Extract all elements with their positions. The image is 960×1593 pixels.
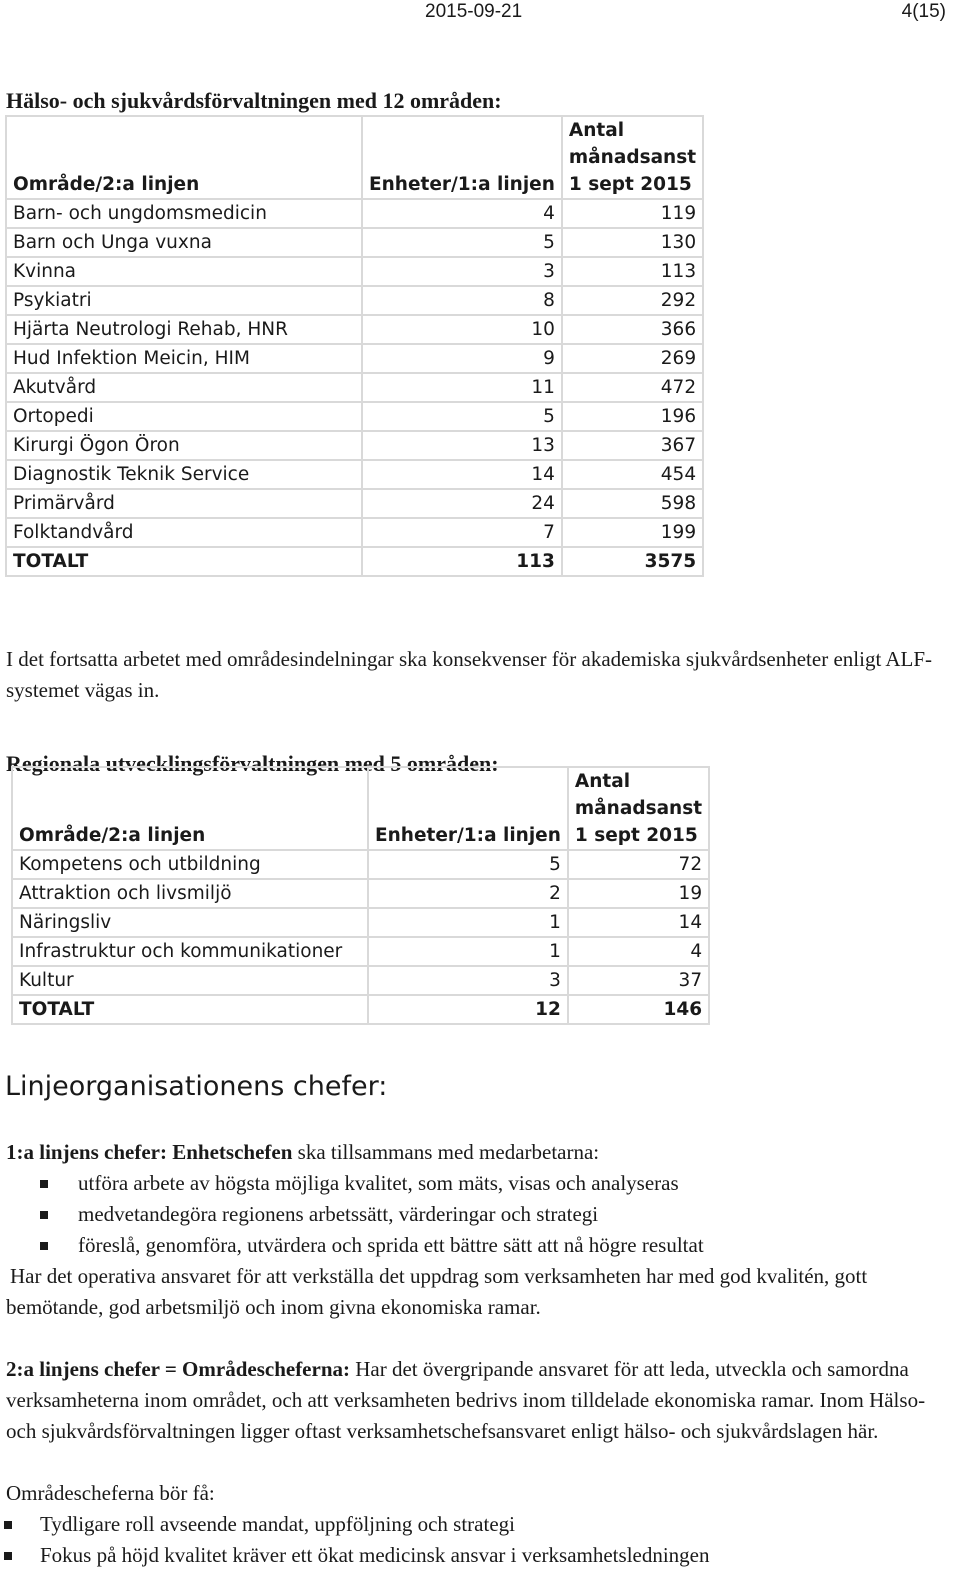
cell-area: Folktandvård bbox=[6, 518, 362, 547]
cell-area: Hjärta Neutrologi Rehab, HNR bbox=[6, 315, 362, 344]
cell-count: 113 bbox=[562, 257, 703, 286]
table-row bbox=[6, 344, 703, 373]
list-item-text: Tydligare roll avseende mandat, uppföljning och strategi bbox=[40, 1512, 515, 1536]
cell-units: 5 bbox=[362, 402, 562, 431]
cell-area: Barn- och ungdomsmedicin bbox=[6, 199, 362, 228]
table-header-row bbox=[12, 767, 709, 850]
cell-units: 4 bbox=[362, 199, 562, 228]
table-row bbox=[6, 518, 703, 547]
ruf-table bbox=[11, 766, 710, 1025]
table-row bbox=[6, 460, 703, 489]
cell-count: 14 bbox=[568, 908, 709, 937]
first-line-label: 1:a linjens chefer: bbox=[6, 1140, 167, 1164]
total-label: TOTALT bbox=[6, 547, 362, 576]
list-item-text: medvetandegöra regionens arbetssätt, värderingar och strategi bbox=[78, 1202, 599, 1226]
table-row bbox=[6, 228, 703, 257]
cell-count: 598 bbox=[562, 489, 703, 518]
bullet-square-icon bbox=[40, 1242, 48, 1250]
table-row bbox=[12, 850, 709, 879]
cell-area: Kirurgi Ögon Öron bbox=[6, 431, 362, 460]
first-line-rest: ska tillsammans med medarbetarna: bbox=[297, 1140, 600, 1164]
cell-count: 366 bbox=[562, 315, 703, 344]
cell-units: 14 bbox=[362, 460, 562, 489]
cell-area: Attraktion och livsmiljö bbox=[12, 879, 368, 908]
col-header-count-line3: 1 sept 2015 bbox=[568, 174, 692, 195]
table-row bbox=[12, 966, 709, 995]
table-row bbox=[12, 908, 709, 937]
table-row bbox=[12, 937, 709, 966]
cell-area: Primärvård bbox=[6, 489, 362, 518]
second-line-label: 2:a linjens chefer = Områdescheferna: bbox=[6, 1357, 350, 1381]
list-item-text: utföra arbete av högsta möjliga kvalitet, som mäts, visas och analyseras bbox=[78, 1171, 679, 1195]
second-line-intro: Områdescheferna bör få: bbox=[6, 1481, 215, 1505]
bullet-square-icon bbox=[40, 1211, 48, 1219]
list-item bbox=[40, 1509, 710, 1540]
first-line-intro bbox=[6, 1137, 599, 1168]
list-item-text: föreslå, genomföra, utvärdera och sprida ett bättre sätt att nå högre resultat bbox=[78, 1233, 704, 1257]
table-row bbox=[6, 402, 703, 431]
col-header-count-line3: 1 sept 2015 bbox=[574, 825, 698, 846]
col-header-area: Område/2:a linjen bbox=[12, 767, 368, 850]
cell-area: Kompetens och utbildning bbox=[12, 850, 368, 879]
cell-count: 72 bbox=[568, 850, 709, 879]
section1-heading: Hälso- och sjukvårdsförvaltningen med 12 områden: bbox=[6, 88, 502, 113]
list-item bbox=[78, 1199, 704, 1230]
cell-units: 8 bbox=[362, 286, 562, 315]
table-row bbox=[12, 879, 709, 908]
list-item bbox=[78, 1230, 704, 1261]
header-date: 2015-09-21 bbox=[425, 1, 523, 22]
cell-area: Diagnostik Teknik Service bbox=[6, 460, 362, 489]
cell-count: 196 bbox=[562, 402, 703, 431]
cell-area: Hud Infektion Meicin, HIM bbox=[6, 344, 362, 373]
col-header-count-line1: Antal bbox=[568, 120, 625, 141]
section2-heading: Regionala utvecklingsförvaltningen med 5 områden: bbox=[6, 751, 499, 776]
cell-count: 292 bbox=[562, 286, 703, 315]
col-header-count-line2: månadsanst bbox=[568, 147, 697, 168]
first-line-bullets bbox=[78, 1168, 704, 1261]
table-row bbox=[6, 489, 703, 518]
list-item bbox=[78, 1168, 704, 1199]
cell-count: 472 bbox=[562, 373, 703, 402]
cell-count: 269 bbox=[562, 344, 703, 373]
list-item bbox=[40, 1540, 710, 1571]
bullet-square-icon bbox=[4, 1552, 12, 1560]
table-row bbox=[6, 199, 703, 228]
col-header-count bbox=[568, 767, 709, 850]
cell-units: 9 bbox=[362, 344, 562, 373]
total-units: 113 bbox=[362, 547, 562, 576]
col-header-area: Område/2:a linjen bbox=[6, 116, 362, 199]
hsf-table bbox=[5, 115, 704, 577]
cell-units: 13 bbox=[362, 431, 562, 460]
managers-title: Linjeorganisationens chefer: bbox=[5, 1071, 388, 1102]
cell-area: Infrastruktur och kommunikationer bbox=[12, 937, 368, 966]
total-units: 12 bbox=[368, 995, 568, 1024]
col-header-count bbox=[562, 116, 703, 199]
cell-units: 5 bbox=[362, 228, 562, 257]
cell-units: 5 bbox=[368, 850, 568, 879]
cell-units: 10 bbox=[362, 315, 562, 344]
cell-units: 3 bbox=[362, 257, 562, 286]
first-line-role: Enhetschefen bbox=[172, 1140, 293, 1164]
total-count: 3575 bbox=[562, 547, 703, 576]
table-row bbox=[6, 315, 703, 344]
cell-units: 1 bbox=[368, 908, 568, 937]
second-line-paragraph bbox=[6, 1354, 936, 1447]
cell-count: 4 bbox=[568, 937, 709, 966]
page-number: 4(15) bbox=[901, 1, 946, 22]
bullet-square-icon bbox=[40, 1180, 48, 1188]
first-line-paragraph: Har det operativa ansvaret för att verkställa det uppdrag som verksamheten har med god kvalitén, gott bemötande, god arbetsmiljö och inom givna ekonomiska ramar. bbox=[6, 1264, 868, 1319]
table-header-row bbox=[6, 116, 703, 199]
cell-count: 119 bbox=[562, 199, 703, 228]
cell-area: Kvinna bbox=[6, 257, 362, 286]
cell-count: 37 bbox=[568, 966, 709, 995]
table-row bbox=[6, 431, 703, 460]
cell-units: 3 bbox=[368, 966, 568, 995]
cell-units: 7 bbox=[362, 518, 562, 547]
cell-count: 367 bbox=[562, 431, 703, 460]
cell-area: Akutvård bbox=[6, 373, 362, 402]
table-row bbox=[6, 257, 703, 286]
col-header-units: Enheter/1:a linjen bbox=[362, 116, 562, 199]
cell-count: 19 bbox=[568, 879, 709, 908]
total-label: TOTALT bbox=[12, 995, 368, 1024]
col-header-units: Enheter/1:a linjen bbox=[368, 767, 568, 850]
cell-units: 2 bbox=[368, 879, 568, 908]
list-item-text: Fokus på höjd kvalitet kräver ett ökat medicinsk ansvar i verksamhetsledningen bbox=[40, 1543, 710, 1567]
bullet-square-icon bbox=[4, 1521, 12, 1529]
alf-note: I det fortsatta arbetet med områdesindelningar ska konsekvenser för akademiska sjukvårdsenheter enligt ALF-systemet vägas in. bbox=[6, 647, 933, 702]
cell-count: 199 bbox=[562, 518, 703, 547]
cell-area: Ortopedi bbox=[6, 402, 362, 431]
cell-units: 24 bbox=[362, 489, 562, 518]
second-line-text: Har det övergripande ansvaret för att leda, utveckla och samordna verksamheterna inom området, och att verksamheten bedrivs inom tilldelade ekonomiska ramar. Inom Hälso- och sjukvårdsförvaltningen ligger oftast verksamhetschefsansvaret enligt hälso- och sjukvårdslagen här. bbox=[6, 1357, 926, 1443]
cell-count: 454 bbox=[562, 460, 703, 489]
cell-count: 130 bbox=[562, 228, 703, 257]
cell-area: Kultur bbox=[12, 966, 368, 995]
cell-area: Psykiatri bbox=[6, 286, 362, 315]
total-count: 146 bbox=[568, 995, 709, 1024]
table-row bbox=[6, 373, 703, 402]
table-total-row bbox=[6, 547, 703, 576]
table-total-row bbox=[12, 995, 709, 1024]
cell-units: 1 bbox=[368, 937, 568, 966]
second-line-bullets bbox=[40, 1509, 710, 1571]
cell-units: 11 bbox=[362, 373, 562, 402]
col-header-count-line1: Antal bbox=[574, 771, 631, 792]
cell-area: Barn och Unga vuxna bbox=[6, 228, 362, 257]
cell-area: Näringsliv bbox=[12, 908, 368, 937]
table-row bbox=[6, 286, 703, 315]
col-header-count-line2: månadsanst bbox=[574, 798, 703, 819]
